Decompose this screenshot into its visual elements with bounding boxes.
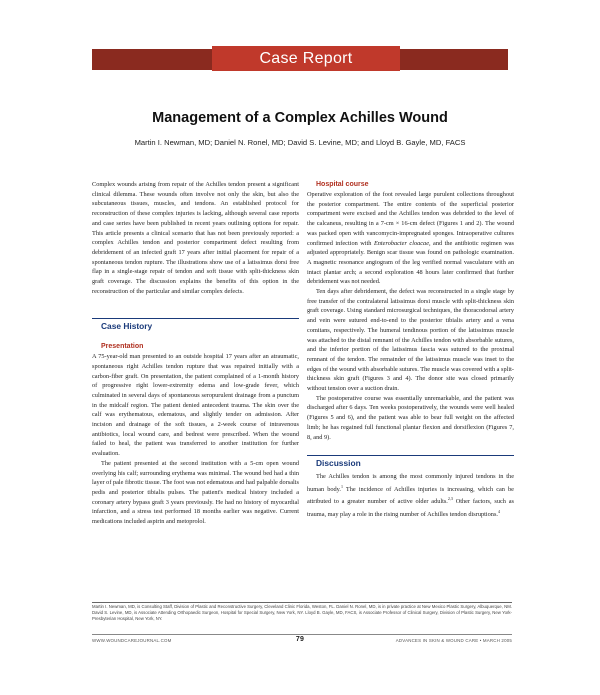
abstract: Complex wounds arising from repair of the Achilles tendon present a significant clinical dilemma. These wounds often involve not only the skin, but also the subcutaneous tissues, muscles, and tendons. An established protocol for reconstruction of these complex injuries is lacking, although several case reports and case series have been published in recent years outlining options for repair. This article presents a clinical scenario that has not been previously reported: a complex Achilles tendon and posterior compartment defect resulting from debridement of an infected graft 17 years after initial placement for repair of a spontaneous tendon rupture. The illustrations show use of a latissimus dorsi free flap in a single-stage repair of tendon and soft tissue with split-thickness skin graft coverage. The discussion explains the benefits of this option in the reconstruction of the particular and similar complex defects. <box>92 181 299 295</box>
author-list: Martin I. Newman, MD; Daniel N. Ronel, MD; David S. Levine, MD; and Lloyd B. Gayle, MD, FACS <box>134 138 466 147</box>
section-label: Case Report <box>212 46 400 71</box>
case-history-heading: Case History <box>101 321 153 332</box>
discussion-heading: Discussion <box>316 458 361 469</box>
discussion-paragraph: The Achilles tendon is among the most commonly injured tendons in the human body.$^1$ The incidence of Achilles injuries is increasing, which can be attributed to a greater number of active older adults.$^{2,3}$ Other factors, such as trauma, may play a role in the rising number of Achilles tendon disruptions.$^4$ <box>307 472 514 519</box>
organism-name: Enterobacter cloacae <box>373 239 429 247</box>
section-rule <box>92 318 299 319</box>
section-rule <box>307 455 514 456</box>
right-column <box>307 180 514 520</box>
journal-url: WWW.WOUNDCAREJOURNAL.COM <box>92 638 172 643</box>
hospital-course-heading: Hospital course <box>316 181 369 188</box>
hospital-course-paragraph-1: Operative exploration of the foot revealed large purulent collections throughout the posterior compartment. The entire contents of the superficial posterior compartment were excised and the Achilles tendon was debrided to the level of the calcaneus, resulting in a 7-cm × 16-cm defect (Figures 1 and 2). The wound was packed open with vancomycin-impregnated sponges. Intraoperative cultures confirmed infection with Enterobacter cloacae, and the antibiotic regimen was adjusted appropriately. Benign scar tissue was found on pathologic examination. A magnetic resonance angiogram of the leg verified normal vasculature with an intact plantar arch; a second exploration 48 hours later confirmed that further debridement was not needed. <box>307 191 515 286</box>
footnote-divider <box>92 602 512 603</box>
author-affiliations: Martin I. Newman, MD, is Consulting Staff, Division of Plastic and Reconstructive Surgery, Cleveland Clinic Florida, Weston, FL. Daniel N. Ronel, MD, is in private practice at New Mexico Plastic Surgery, Albuquerque, NM. David S. Levine, MD, is Associate Attending Orthopaedic Surgeon, Hospital for Special Surgery, New York, NY. Lloyd B. Gayle, MD, FACS, is Associate Professor of Clinical Surgery, Division of Plastic Surgery, New York-Presbyterian Hospital, New York, NY. <box>92 604 512 621</box>
hospital-course-paragraph-3: The postoperative course was essentially unremarkable, and the patient was discharged after 6 days. Ten weeks postoperatively, the wounds were well healed (Figures 5 and 6), and the patient was able to bear full weight on the affected limb; he has regained full functional plantar flexion and dorsiflexion (Figures 7, 8, and 9). <box>307 394 514 441</box>
presentation-paragraph-2: The patient presented at the second institution with a 5-cm open wound overlying his calf; surrounding erythema was minimal. The wound bed had a thin layer of pale fibrotic tissue. The foot was not edematous and had palpable dorsalis pedis and posterior tibialis pulses. The patient's medical history included a coronary artery bypass graft 3 years previously. He had no history of myocardial infarction, and a stress test performed 18 months earlier was negative. Current medications included aspirin and metoprolol. <box>92 459 299 526</box>
presentation-paragraph-1: A 75-year-old man presented to an outside hospital 17 years after an atraumatic, spontaneous right Achilles tendon rupture that was repaired initially with a carbon-fiber graft. On presentation, the patient complained of a 1-month history of progressive right lower-extremity edema and low-grade fever, which culminated in several days of spontaneous seropurulent drainage from a punctum in the midcalf region. The patient denied antecedent trauma. The skin over the calf was erythematous, edematous, and slightly tender on admission. After incision and drainage of the soft tissues, a 2-week course of intravenous antibiotics, local wound care, and bedrest were prescribed. When the wound failed to heal, the patient was transferred to another institution for further evaluation. <box>92 353 299 458</box>
left-column <box>92 180 299 527</box>
article-title: Management of a Complex Achilles Wound <box>152 110 448 126</box>
page-number: 79 <box>295 636 305 643</box>
hospital-course-paragraph-2: Ten days after debridement, the defect was reconstructed in a single stage by free transfer of the contralateral latissimus dorsi muscle with split-thickness skin graft coverage. Using standard microsurgical techniques, the thoracodorsal artery and vein were sutured end-to-end to the posterior tibialis artery and a vena comitans, respectively. The humeral tendinous portion of the latissimus muscle was attached to the distal remnant of the Achilles tendon with absorbable sutures, and the inferior portion of the latissimus fascia was sutured to the proximal remnant of the tendon. The remainder of the latissimus muscle was inset to the edges of the wound with absorbable sutures. The muscle was covered with a split-thickness skin graft (Figures 3 and 4). The donor site was closed primarily without tension over a suction drain. <box>307 288 514 393</box>
presentation-heading: Presentation <box>101 343 144 351</box>
journal-issue: ADVANCES IN SKIN & WOUND CARE • MARCH 2005 <box>395 638 512 643</box>
footer-divider <box>92 634 512 635</box>
